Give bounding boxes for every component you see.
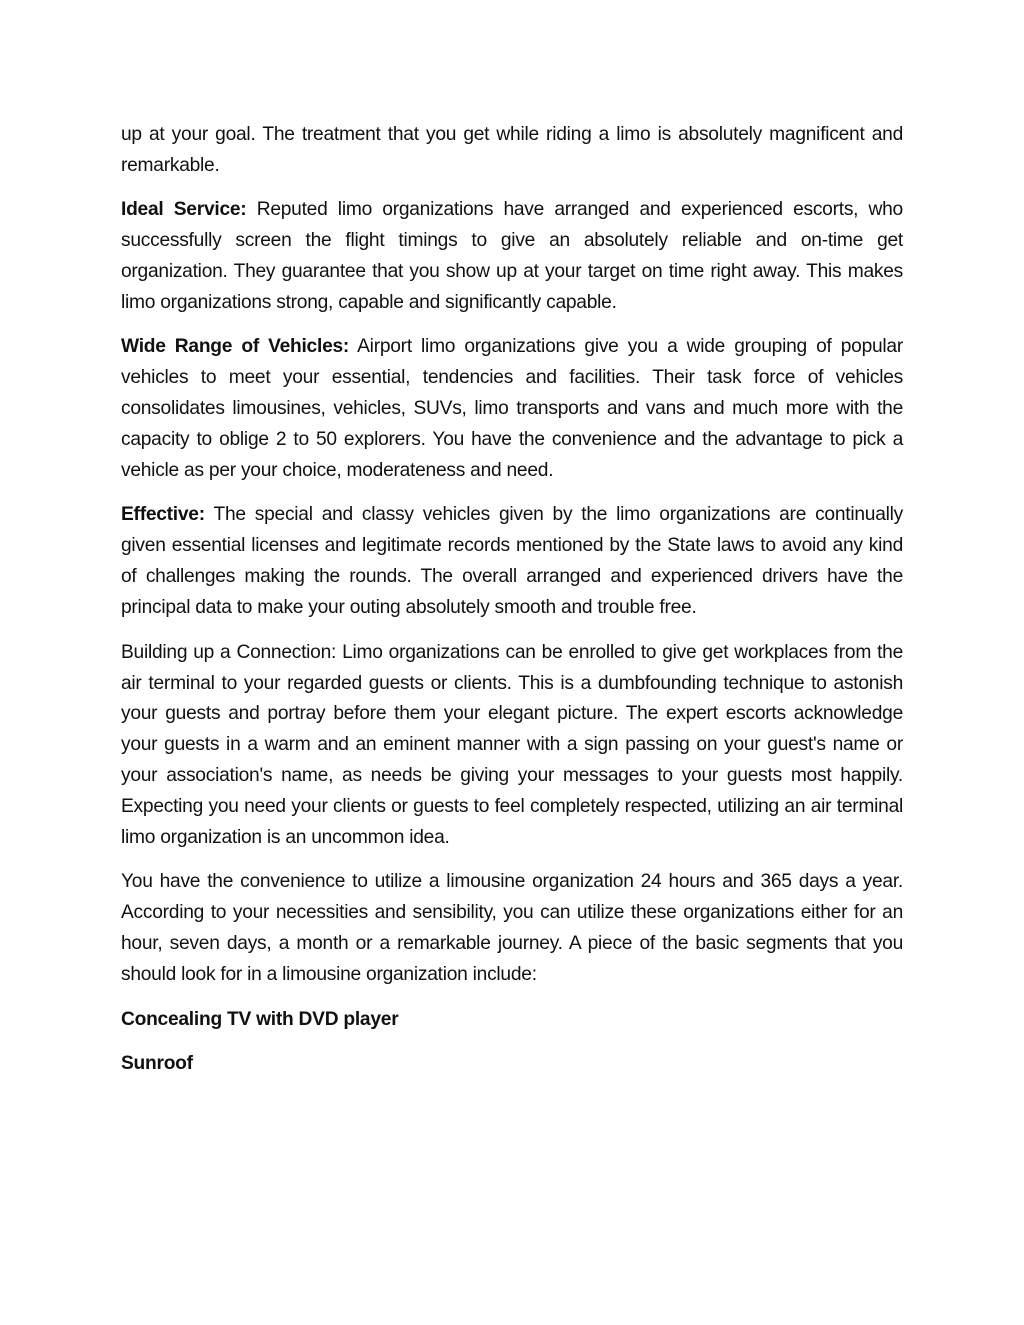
paragraph-lead: Ideal Service: — [121, 199, 247, 221]
feature-heading-sunroof: Sunroof — [121, 1052, 193, 1074]
paragraph-lead: Effective: — [121, 504, 205, 526]
paragraph-intro — [121, 120, 903, 182]
document-page — [121, 120, 903, 1093]
paragraph-convenience — [121, 867, 903, 991]
paragraph-connection — [121, 638, 903, 854]
paragraph-text: Building up a Connection: Limo organizations can be enrolled to give get workplaces from the air terminal to your regarded guests or clients. This is a dumbfounding technique to astonish your guests and portray before them your elegant picture. The expert escorts acknowledge your guests in a warm and an eminent manner with a sign passing on your guest's name or your association's name, as needs be giving your messages to your guests most happily. Expecting you need your clients or guests to feel completely respected, utilizing an air terminal limo organization is an uncommon idea. — [121, 641, 903, 849]
paragraph-text: Airport limo organizations give you a wide grouping of popular vehicles to meet your essential, tendencies and facilities. Their task force of vehicles consolidates limousines, vehicles, SUVs, limo transports and vans and much more with the capacity to oblige 2 to 50 explorers. You have the convenience and the advantage to pick a vehicle as per your choice, moderateness and need. — [121, 336, 903, 482]
paragraph-lead: Wide Range of Vehicles: — [121, 336, 350, 358]
paragraph-text: Reputed limo organizations have arranged and experienced escorts, who successfully screen the flight timings to give an absolutely reliable and on-time get organization. They guarantee that you show up at your target on time right away. This makes limo organizations strong, capable and significantly capable. — [121, 199, 903, 314]
paragraph-ideal-service — [121, 195, 903, 319]
paragraph-text: The special and classy vehicles given by the limo organizations are continually given essential licenses and legitimate records mentioned by the State laws to avoid any kind of challenges making the rounds. The overall arranged and experienced drivers have the principal data to make your outing absolutely smooth and trouble free. — [121, 504, 903, 619]
paragraph-text: You have the convenience to utilize a limousine organization 24 hours and 365 days a year. According to your necessities and sensibility, you can utilize these organizations either for an hour, seven days, a month or a remarkable journey. A piece of the basic segments that you should look for in a limousine organization include: — [121, 871, 903, 986]
feature-heading-tv: Concealing TV with DVD player — [121, 1008, 399, 1030]
paragraph-effective — [121, 500, 903, 624]
paragraph-text: up at your goal. The treatment that you get while riding a limo is absolutely magnificent and remarkable. — [121, 124, 903, 176]
paragraph-wide-range — [121, 332, 903, 487]
